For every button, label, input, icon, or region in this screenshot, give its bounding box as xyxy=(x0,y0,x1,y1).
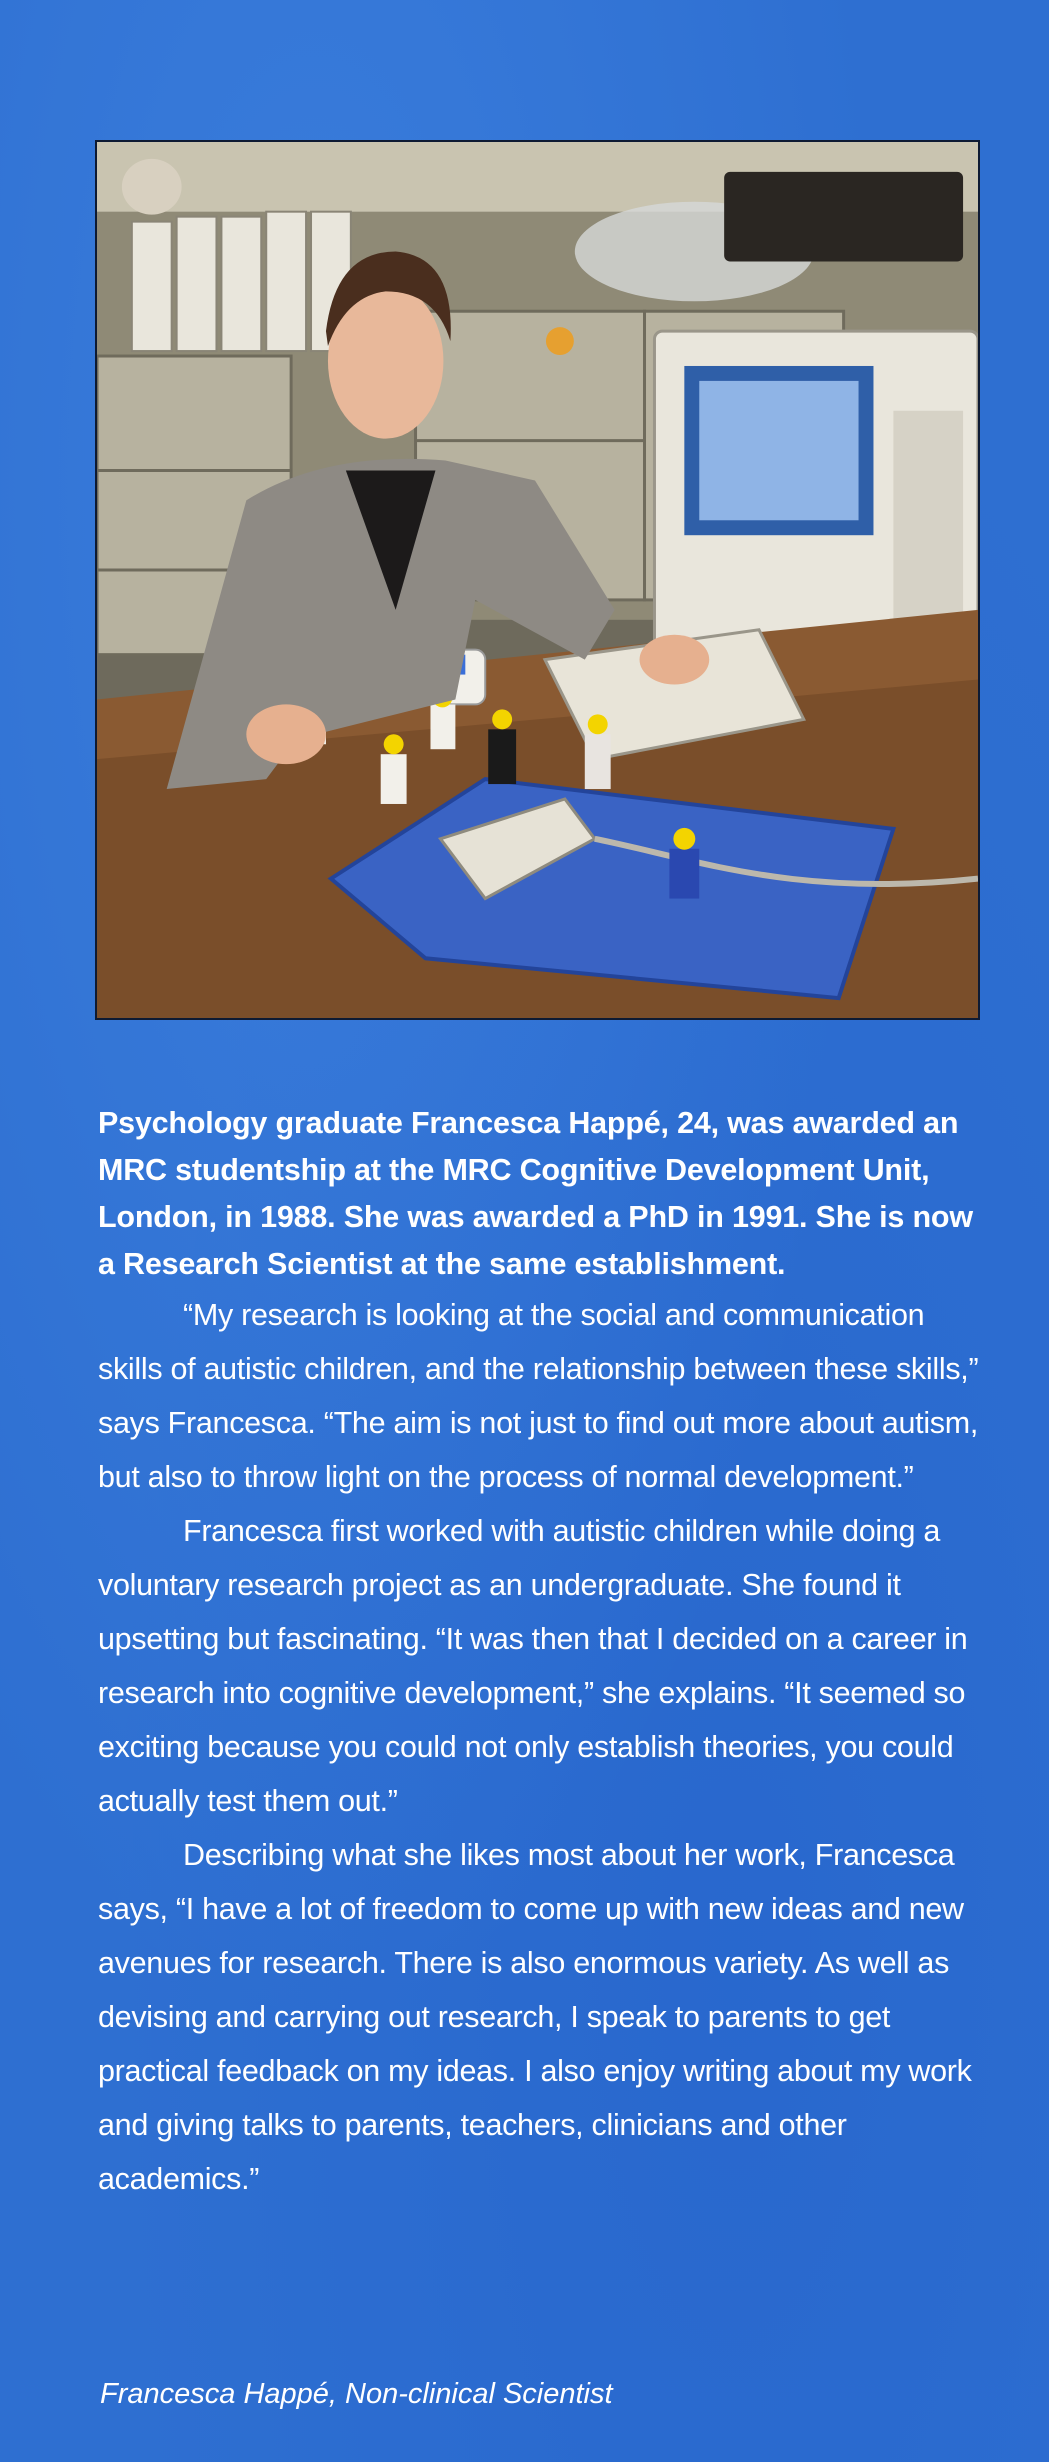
binders xyxy=(132,212,351,351)
computer-icon xyxy=(654,331,978,660)
paragraph-2: Francesca first worked with autistic children while doing a voluntary research project as an undergraduate. She found it upsetting but fascinating. “It was then that I decided on a career in research into cognitive development,” she explains. “It seemed so exciting because you could not only establish theories, you could actually test them out.” xyxy=(98,1514,968,1818)
paragraph-1: “My research is looking at the social and communication skills of autistic children, and the relationship between these skills,” says Francesca. “The aim is not just to find out more about autism, but also to throw light on the process of normal development.” xyxy=(98,1298,979,1494)
paragraph-3: Describing what she likes most about her work, Francesca says, “I have a lot of freedom to come up with new ideas and new avenues for research. There is also enormous variety. As well as devising and carrying out research, I speak to parents to get practical feedback on my ideas. I also enjoy writing about my work and giving talks to parents, teachers, clinicians and other academics.” xyxy=(98,1838,972,2196)
article-text xyxy=(98,1100,993,2206)
intro-paragraph: Psychology graduate Francesca Happé, 24, was awarded an MRC studentship at the MRC Cognitive Development Unit, London, in 1988. She was awarded a PhD in 1991. She is now a Research Scientist at the same establishment. xyxy=(98,1106,973,1281)
signature: Francesca Happé, Non-clinical Scientist xyxy=(100,2378,613,2410)
photo-illustration xyxy=(97,142,978,1018)
scientist-photo xyxy=(95,140,980,1020)
